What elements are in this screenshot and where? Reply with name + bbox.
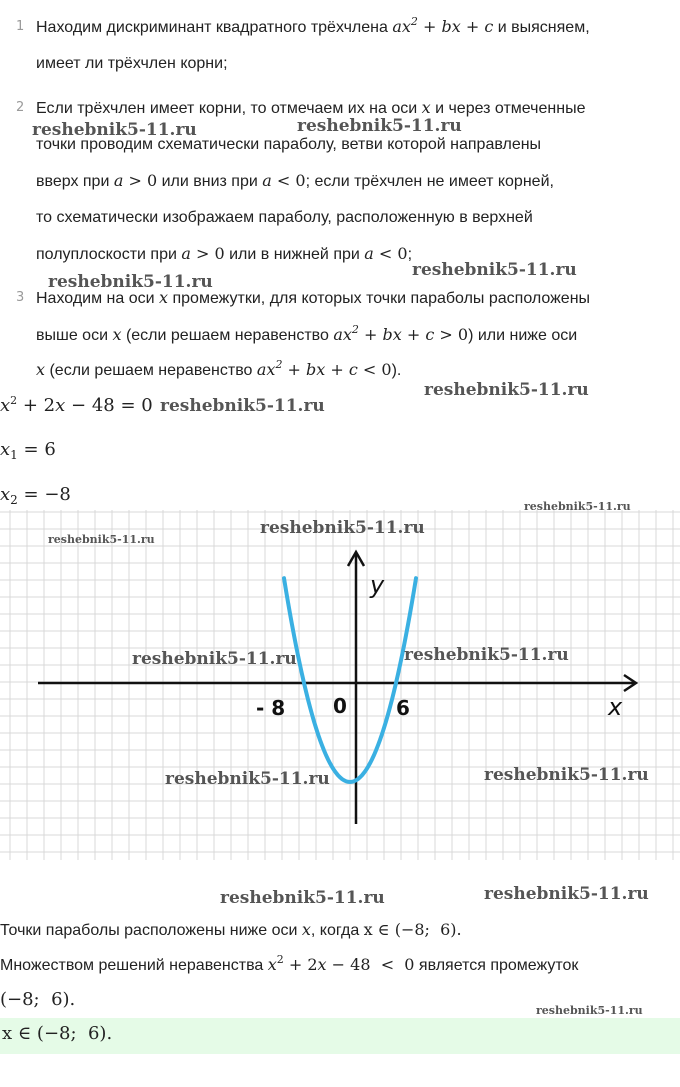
math-quadratic: $ax^2$ + bx + c (333, 323, 435, 344)
watermark: reshebnik5-11.ru (160, 396, 325, 416)
conclusion-line-3 (0, 983, 75, 1018)
text-fragment: ; (407, 246, 413, 263)
math-plus: + (417, 17, 442, 36)
math-lt: < (271, 171, 296, 190)
watermark: reshebnik5-11.ru (524, 500, 631, 513)
text-fragment: полуплоскости при (36, 246, 182, 263)
math-bx: bx (441, 17, 461, 36)
math-zero: 0 (214, 244, 225, 263)
root-label-left: - 8 (256, 696, 286, 720)
step-line (36, 317, 676, 354)
text-fragment: Находим на оси (36, 290, 159, 307)
watermark: reshebnik5-11.ru (297, 116, 462, 136)
math-x: x (159, 288, 169, 307)
text-fragment: выше оси (36, 327, 113, 344)
math-gt: > (434, 325, 458, 344)
text-fragment: и через отмеченные (430, 100, 586, 117)
watermark: reshebnik5-11.ru (484, 884, 649, 904)
text-fragment: вверх при (36, 173, 114, 190)
text-fragment: Если трёхчлен имеет корни, то отмечаем их на оси (36, 100, 422, 117)
math-x: x (421, 98, 431, 117)
math-c: c (484, 17, 494, 36)
step-line (36, 236, 676, 273)
watermark: reshebnik5-11.ru (132, 649, 297, 669)
step-line: то схематически изображаем параболу, расположенную в верхней (36, 209, 533, 226)
text-fragment: Находим дискриминант квадратного трёхчлена (36, 19, 393, 36)
text-fragment: (если решаем неравенство (45, 362, 257, 379)
watermark: reshebnik5-11.ru (260, 518, 425, 538)
step-line (36, 9, 676, 46)
text-fragment: ). (391, 362, 402, 379)
step-number: 2 (16, 100, 25, 115)
parabola-graph (0, 510, 680, 860)
math-zero: 0 (457, 325, 469, 344)
math-zero: 0 (146, 171, 158, 190)
watermark: reshebnik5-11.ru (484, 765, 649, 785)
math-gt: > (123, 171, 147, 190)
math-interval: (−8; 6). (0, 989, 76, 1010)
equation-root-1: $x_1 = 6$ (0, 439, 56, 462)
math-zero: 0 (295, 171, 306, 190)
math-inequality: $x^2 + 2x - 48 < 0$ (267, 953, 415, 974)
watermark: reshebnik5-11.ru (536, 1004, 643, 1017)
math-gt: > (190, 244, 215, 263)
math-x: x (301, 920, 311, 939)
text-fragment: (если решаем неравенство (121, 327, 334, 344)
text-fragment: или в нижней при (224, 246, 365, 263)
answer-box (0, 1018, 680, 1054)
text-fragment: и выясняем, (493, 19, 590, 36)
watermark: reshebnik5-11.ru (48, 533, 155, 546)
watermark: reshebnik5-11.ru (220, 888, 385, 908)
text-fragment: Множеством решений неравенства (0, 957, 268, 974)
watermark: reshebnik5-11.ru (32, 120, 197, 140)
step-number: 1 (16, 19, 25, 34)
watermark: reshebnik5-11.ru (165, 769, 330, 789)
text-fragment: или вниз при (157, 173, 263, 190)
step-line: точки проводим схематически параболу, ветви которой направлены (36, 136, 542, 153)
watermark: reshebnik5-11.ru (48, 272, 213, 292)
text-fragment: промежутки, для которых точки параболы расположены (168, 290, 591, 307)
math-a: a (113, 171, 124, 190)
watermark: reshebnik5-11.ru (412, 260, 577, 280)
y-axis-label: y (370, 571, 385, 599)
math-interval: x ∈ (−8; 6). (363, 920, 462, 939)
math-lt: < (373, 244, 398, 263)
text-fragment: ) или ниже оси (468, 327, 578, 344)
equation-root-2: $x_2 = -8$ (0, 484, 71, 507)
conclusion-line-2 (0, 948, 578, 983)
math-plus: + (460, 17, 485, 36)
text-fragment: Точки параболы расположены ниже оси (0, 922, 302, 939)
text-fragment: является промежуток (414, 957, 579, 974)
math-lt: < (357, 360, 382, 379)
math-a: a (181, 244, 191, 263)
step-number: 3 (16, 290, 25, 305)
root-label-right: 6 (396, 696, 410, 720)
equation-quadratic: $x^2 + 2x - 48 = 0$ (0, 394, 153, 416)
grid (0, 510, 680, 860)
math-zero: 0 (381, 360, 392, 379)
watermark: reshebnik5-11.ru (404, 645, 569, 665)
math-ax2: $ax^2$ (392, 15, 418, 36)
conclusion-line-1 (0, 913, 462, 948)
math-a: a (364, 244, 374, 263)
answer-text: x ∈ (−8; 6). (2, 1023, 113, 1044)
origin-label: 0 (333, 694, 347, 718)
math-quadratic: $ax^2$ + bx + c (256, 358, 358, 379)
text-fragment: ; если трёхчлен не имеет корней, (305, 173, 554, 190)
text-fragment: , когда (310, 922, 364, 939)
math-x: x (112, 325, 122, 344)
watermark: reshebnik5-11.ru (424, 380, 589, 400)
math-x: x (36, 360, 46, 379)
step-line: имеет ли трёхчлен корни; (36, 55, 228, 72)
x-axis-label: x (608, 693, 623, 721)
step-line (36, 163, 676, 200)
math-zero: 0 (397, 244, 408, 263)
step-text (36, 9, 676, 82)
math-a: a (262, 171, 272, 190)
